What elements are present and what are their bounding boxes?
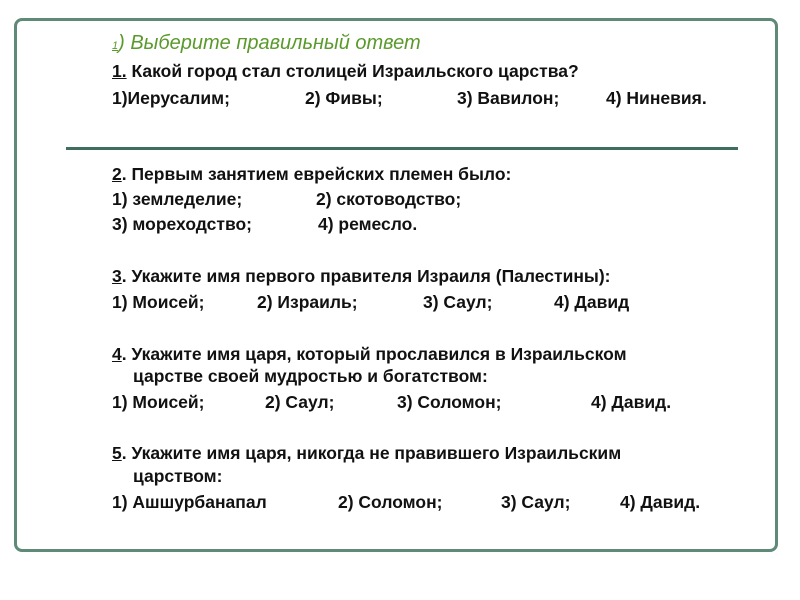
question-3-option-4: 4) Давид xyxy=(554,292,630,312)
heading-number: 1 xyxy=(112,40,119,52)
question-4-option-3: 3) Соломон; xyxy=(397,392,502,412)
question-1-text: Какой город стал столицей Израильского царства? xyxy=(126,61,579,81)
divider-line xyxy=(66,147,738,150)
question-4-option-4: 4) Давид. xyxy=(591,392,672,412)
question-1-options xyxy=(112,88,707,109)
question-1-option-4: 4) Ниневия. xyxy=(606,88,707,108)
question-3-option-3: 3) Саул; xyxy=(423,292,493,312)
question-2-option-2: 2) скотоводство; xyxy=(316,189,462,209)
question-5-options xyxy=(112,492,700,513)
question-5-option-1: 1) Ашшурбанапал xyxy=(112,492,267,512)
question-1-option-2: 2) Фивы; xyxy=(305,88,383,108)
question-2-text: . Первым занятием еврейских племен было: xyxy=(121,164,512,184)
question-3-option-2: 2) Израиль; xyxy=(257,292,358,312)
question-3-options xyxy=(112,292,629,313)
question-3-number: 3 xyxy=(112,266,122,286)
question-2-option-1: 1) земледелие; xyxy=(112,189,243,209)
question-4 xyxy=(112,344,627,365)
question-4-text: . Укажите имя царя, который прославился в Израильском xyxy=(121,344,627,364)
question-5-text: . Укажите имя царя, никогда не правившего Израильским xyxy=(121,443,622,463)
question-1-number: 1. xyxy=(112,61,127,81)
question-1-option-1: 1)Иерусалим; xyxy=(112,88,230,108)
question-4-number: 4 xyxy=(112,344,122,364)
question-2-option-3: 3) мореходство; xyxy=(112,214,252,234)
question-5-text-cont: царством: xyxy=(133,466,223,486)
question-2-options-b xyxy=(112,214,417,235)
quiz-heading xyxy=(112,32,421,55)
question-4-option-1: 1) Моисей; xyxy=(112,392,205,412)
question-5-option-4: 4) Давид. xyxy=(620,492,701,512)
question-2-options-a xyxy=(112,189,461,210)
question-2-number: 2 xyxy=(112,164,122,184)
question-2-option-4: 4) ремесло. xyxy=(318,214,418,234)
question-5 xyxy=(112,443,621,464)
question-5-option-3: 3) Саул; xyxy=(501,492,571,512)
question-1 xyxy=(112,61,579,82)
question-3 xyxy=(112,266,611,287)
question-3-text: . Укажите имя первого правителя Израиля (Палестины): xyxy=(121,266,611,286)
question-5-number: 5 xyxy=(112,443,122,463)
question-5-option-2: 2) Соломон; xyxy=(338,492,443,512)
question-4-options xyxy=(112,392,671,413)
heading-text: ) Выберите правильный ответ xyxy=(118,32,421,54)
question-4-text-cont: царстве своей мудростью и богатством: xyxy=(133,366,488,386)
question-2 xyxy=(112,164,511,185)
question-4-option-2: 2) Саул; xyxy=(265,392,335,412)
question-1-option-3: 3) Вавилон; xyxy=(457,88,560,108)
question-3-option-1: 1) Моисей; xyxy=(112,292,205,312)
